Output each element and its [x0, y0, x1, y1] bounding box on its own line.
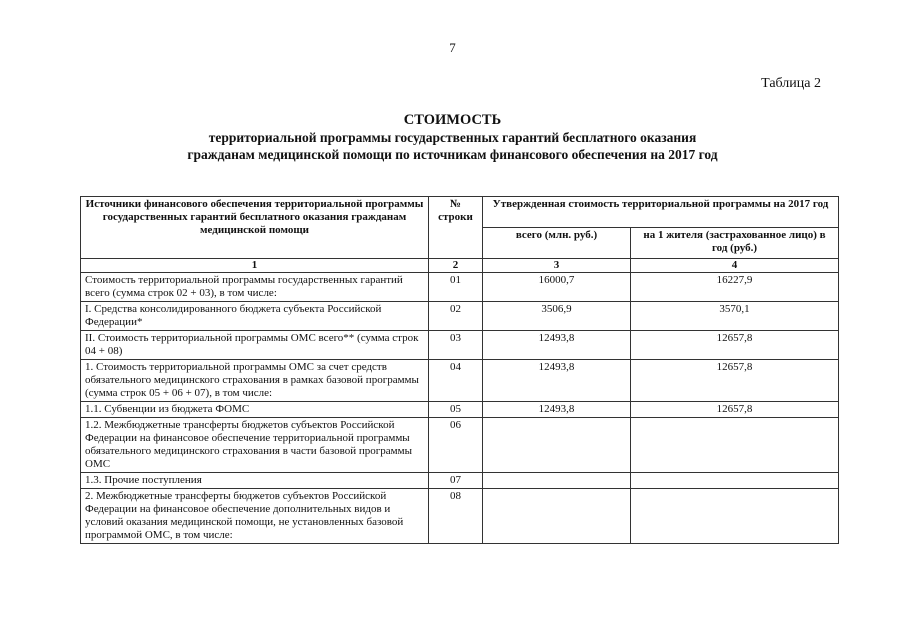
row-number: 02 — [429, 302, 483, 331]
row-total — [483, 418, 631, 473]
table-row — [81, 418, 839, 473]
row-name: 1.1. Субвенции из бюджета ФОМС — [81, 402, 429, 418]
table-row — [81, 331, 839, 360]
header-source: Источники финансового обеспечения территориальной программы государственных гарантий бесплатного оказания гражданам медицинской помощи — [81, 197, 429, 259]
page-number: 7 — [449, 40, 456, 55]
row-number: 03 — [429, 331, 483, 360]
title-line-2: территориальной программы государственных гарантий бесплатного оказания — [208, 130, 697, 145]
row-name: 1.2. Межбюджетные трансферты бюджетов субъектов Российской Федерации на финансовое обеспечение территориальной программы обязательного медицинского страхования в части базовой программы ОМС — [81, 418, 429, 473]
header-total: всего (млн. руб.) — [483, 228, 631, 259]
row-number: 08 — [429, 489, 483, 544]
column-number: 4 — [631, 259, 839, 273]
header-row-number: № строки — [429, 197, 483, 259]
row-name: I. Средства консолидированного бюджета субъекта Российской Федерации* — [81, 302, 429, 331]
row-name: 2. Межбюджетные трансферты бюджетов субъектов Российской Федерации на финансовое обеспечение дополнительных видов и условий оказания медицинской помощи, не установленных базовой программой ОМС, в том числе: — [81, 489, 429, 544]
row-name: 1.3. Прочие поступления — [81, 473, 429, 489]
row-number: 07 — [429, 473, 483, 489]
column-numbering-row — [81, 259, 839, 273]
row-per-person: 3570,1 — [631, 302, 839, 331]
column-number: 2 — [429, 259, 483, 273]
row-per-person: 16227,9 — [631, 273, 839, 302]
row-total: 12493,8 — [483, 402, 631, 418]
row-total: 12493,8 — [483, 331, 631, 360]
table-row — [81, 402, 839, 418]
row-total — [483, 489, 631, 544]
header-approved-cost: Утвержденная стоимость территориальной программы на 2017 год — [483, 197, 839, 228]
row-per-person: 12657,8 — [631, 331, 839, 360]
row-per-person — [631, 418, 839, 473]
title-line-1: СТОИМОСТЬ — [403, 112, 502, 128]
table-row — [81, 302, 839, 331]
row-number: 01 — [429, 273, 483, 302]
row-number: 05 — [429, 402, 483, 418]
row-name: Стоимость территориальной программы государственных гарантий всего (сумма строк 02 + 03), в том числе: — [81, 273, 429, 302]
cost-table — [80, 196, 839, 544]
table-row — [81, 473, 839, 489]
row-name: 1. Стоимость территориальной программы ОМС за счет средств обязательного медицинского страхования в рамках базовой программы (сумма строк 05 + 06 + 07), в том числе: — [81, 360, 429, 402]
header-per-person: на 1 жителя (застрахованное лицо) в год (руб.) — [631, 228, 839, 259]
column-number: 3 — [483, 259, 631, 273]
row-total: 16000,7 — [483, 273, 631, 302]
row-per-person: 12657,8 — [631, 360, 839, 402]
row-name: II. Стоимость территориальной программы ОМС всего** (сумма строк 04 + 08) — [81, 331, 429, 360]
row-number: 06 — [429, 418, 483, 473]
row-per-person: 12657,8 — [631, 402, 839, 418]
table-row — [81, 360, 839, 402]
row-total — [483, 473, 631, 489]
row-total: 12493,8 — [483, 360, 631, 402]
table-label: Таблица 2 — [761, 76, 821, 91]
document-title — [0, 112, 905, 163]
row-per-person — [631, 489, 839, 544]
table-row — [81, 489, 839, 544]
row-number: 04 — [429, 360, 483, 402]
title-line-3: гражданам медицинской помощи по источникам финансового обеспечения на 2017 год — [187, 147, 718, 162]
row-total: 3506,9 — [483, 302, 631, 331]
table-row — [81, 273, 839, 302]
row-per-person — [631, 473, 839, 489]
column-number: 1 — [81, 259, 429, 273]
